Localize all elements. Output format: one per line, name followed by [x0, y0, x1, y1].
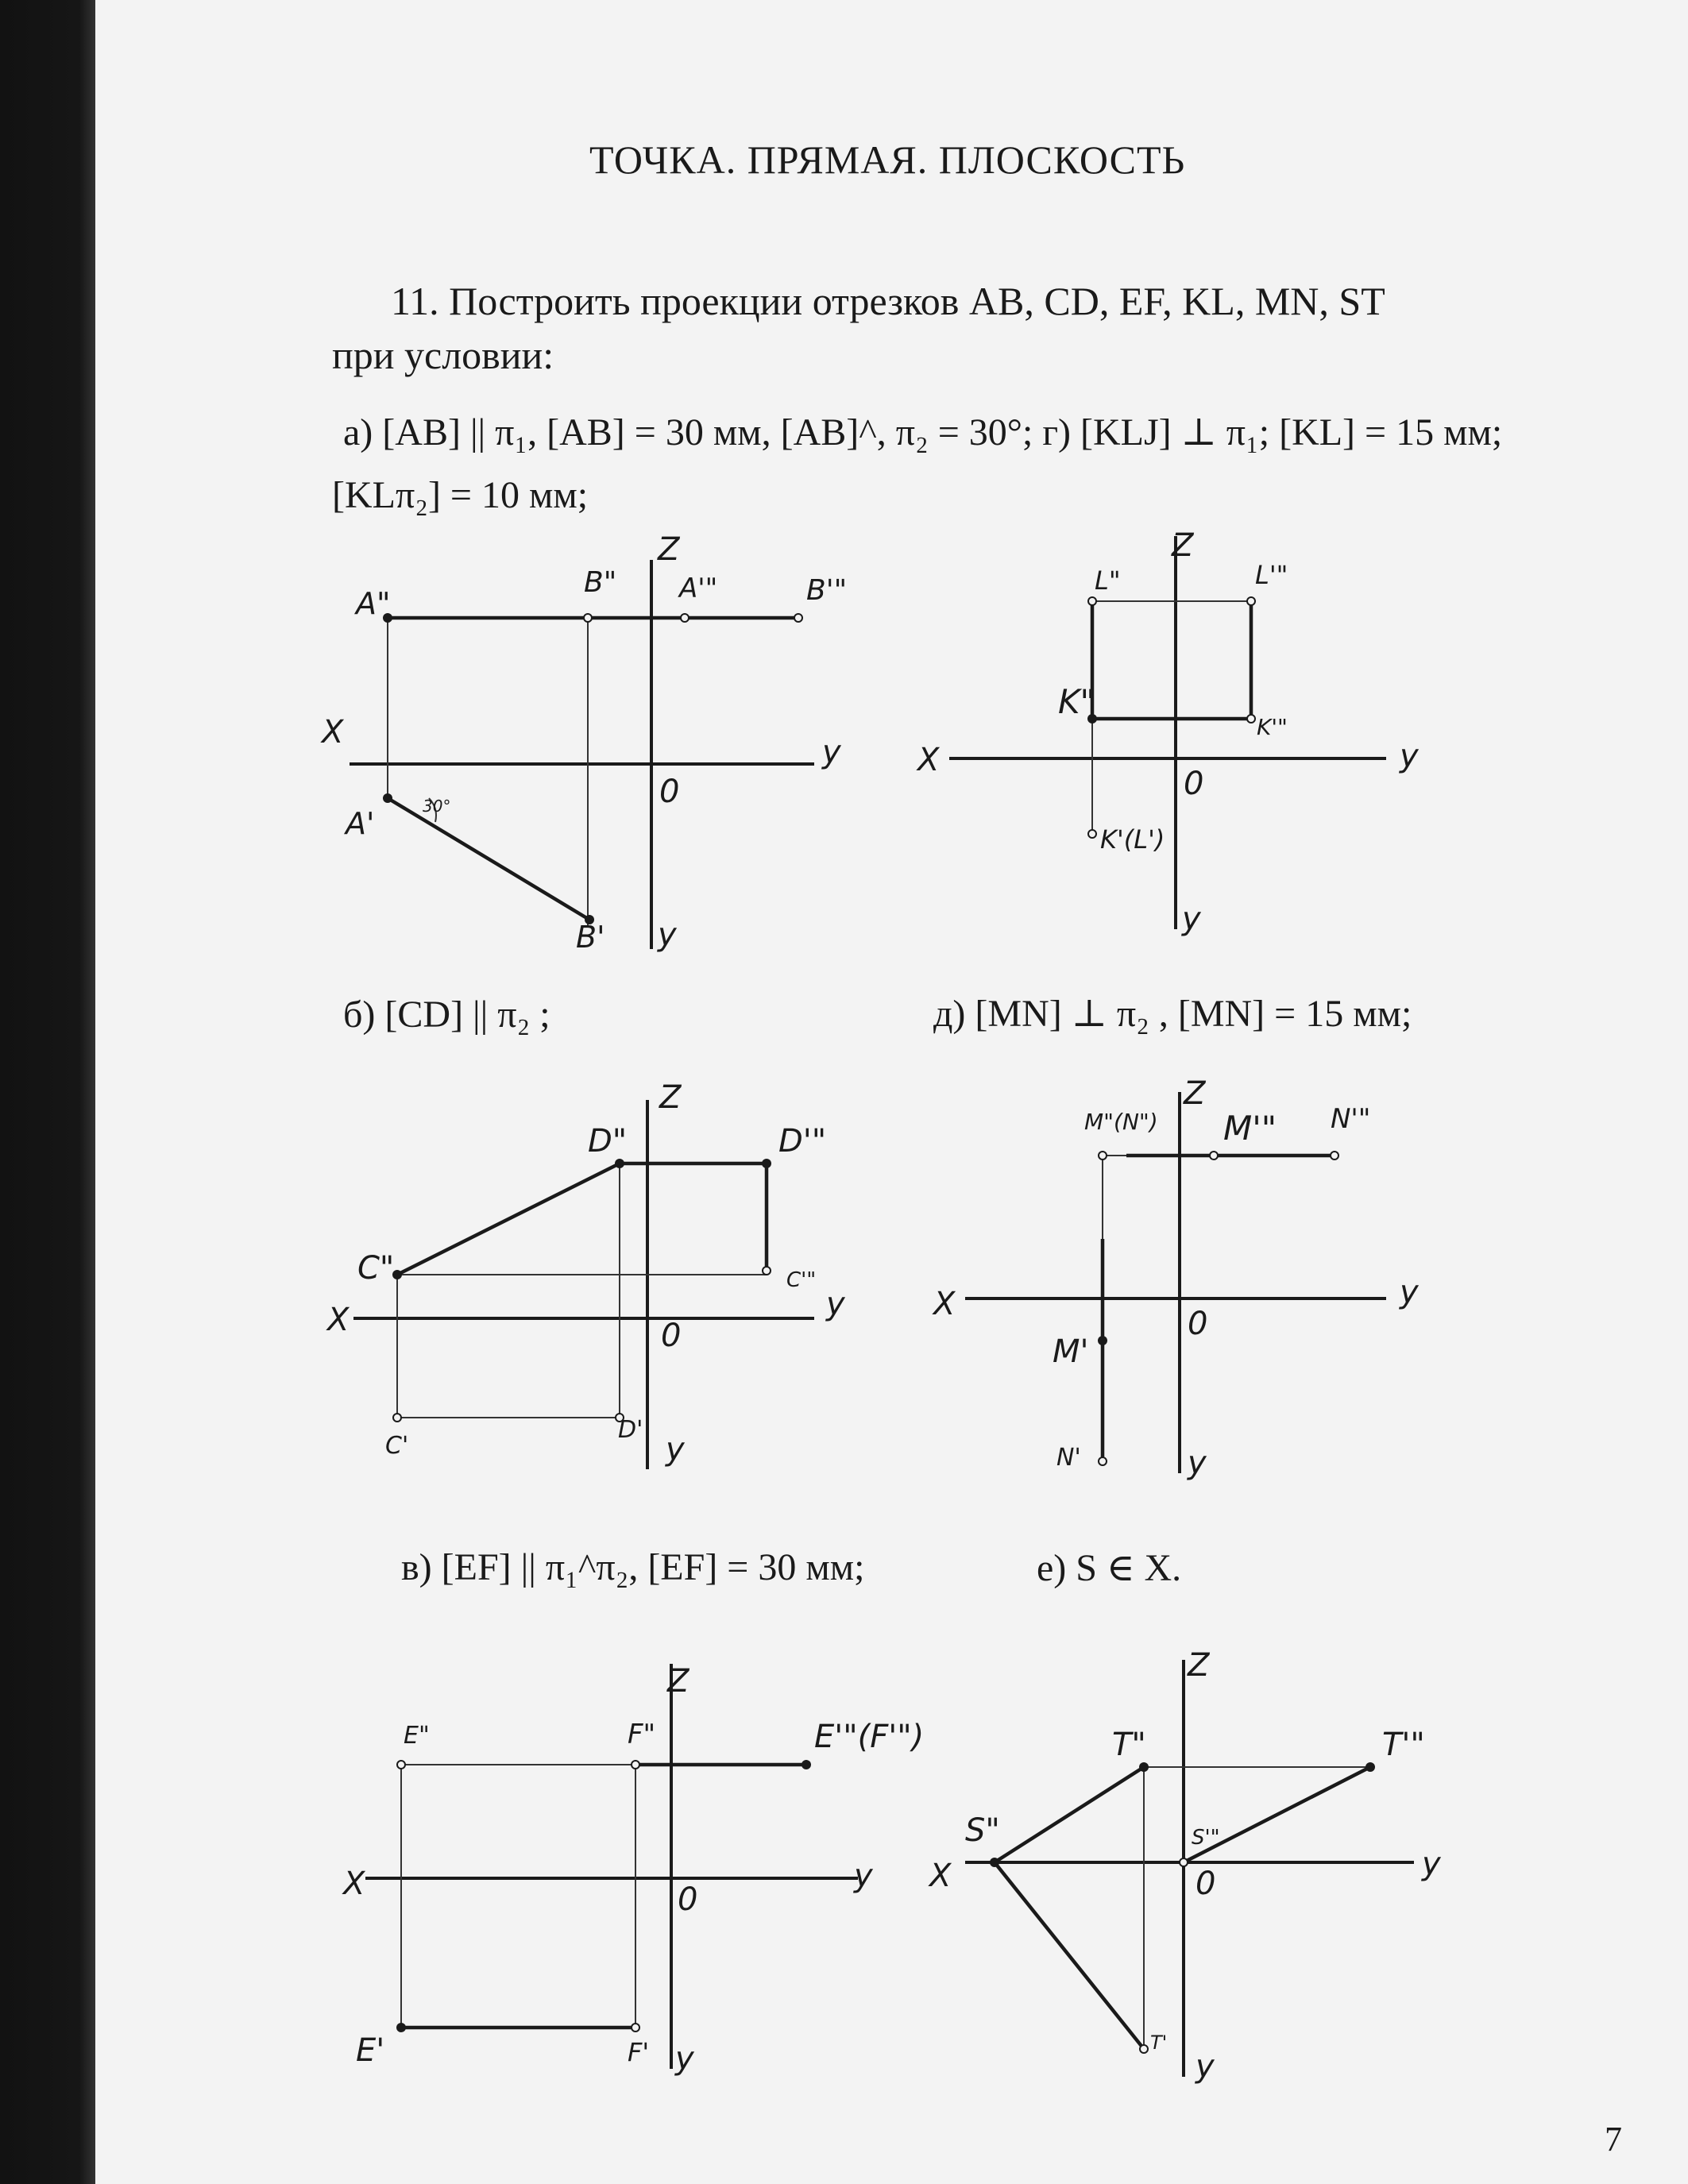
point-f1: [632, 2024, 639, 2032]
z-label: Z: [658, 531, 680, 568]
origin-label: 0: [1188, 1306, 1208, 1342]
point-k3: [1247, 715, 1255, 723]
y-down-label: y: [675, 2040, 694, 2077]
y-down-label: y: [1188, 1445, 1207, 1481]
origin-label: 0: [661, 1318, 682, 1354]
label-l2: L": [1095, 565, 1121, 596]
label-d3: D'": [778, 1123, 827, 1160]
label-t3: T'": [1382, 1727, 1425, 1763]
figure-g: [916, 527, 1420, 937]
figure-d: [932, 1075, 1420, 1481]
point-t3: [1365, 1762, 1375, 1772]
origin-label: 0: [659, 774, 680, 810]
label-kl1: K'(L'): [1100, 824, 1165, 855]
page-title: ТОЧКА. ПРЯМАЯ. ПЛОСКОСТЬ: [589, 137, 1186, 182]
point-s2: [990, 1858, 999, 1867]
label-c2: C": [357, 1250, 395, 1287]
condition-v: в) [EF] || π₁^π₂, [EF] = 30 мм;: [401, 1546, 865, 1588]
label-e1: E': [356, 2032, 385, 2069]
label-a3: A'": [679, 573, 718, 604]
figure-v: [342, 1663, 924, 2077]
condition-b: б) [CD] || π₂ ;: [343, 994, 550, 1036]
point-a3: [681, 614, 689, 622]
y-label: y: [1400, 1274, 1419, 1310]
condition-d: д) [MN] ⊥ π₂ , [MN] = 15 мм;: [933, 993, 1412, 1035]
label-e2: E": [404, 1722, 430, 1750]
segment-s2t2: [995, 1767, 1144, 1862]
segment-s1t1: [995, 1862, 1144, 2049]
label-k3: K'": [1257, 714, 1288, 740]
segment-a1b1: [388, 798, 589, 920]
label-m3: M'": [1223, 1109, 1277, 1148]
y-down-label: y: [666, 1431, 685, 1468]
point-e2: [397, 1761, 405, 1769]
x-label: X: [929, 1858, 952, 1894]
label-m1: M': [1053, 1333, 1089, 1370]
angle-label: 30°: [423, 797, 451, 816]
label-d1: D': [618, 1416, 643, 1444]
y-label: y: [1422, 1846, 1441, 1882]
point-s3: [1180, 1858, 1188, 1866]
label-k2: K": [1058, 682, 1095, 721]
label-c3: C'": [786, 1268, 817, 1292]
point-t1: [1140, 2045, 1148, 2053]
y-label: y: [1400, 738, 1419, 774]
label-b1: B': [576, 920, 605, 955]
origin-label: 0: [1196, 1866, 1216, 1902]
label-f2: F": [628, 1719, 656, 1750]
point-c1: [393, 1414, 401, 1422]
point-b3: [794, 614, 802, 622]
figure-a: [320, 531, 847, 955]
point-n1: [1099, 1457, 1107, 1465]
z-label: Z: [659, 1079, 682, 1116]
point-b2: [584, 614, 592, 622]
point-kl1: [1088, 830, 1096, 838]
label-n1: N': [1056, 1444, 1081, 1472]
label-s3: S'": [1192, 1826, 1220, 1850]
condition-e: е) S ∈ X.: [1037, 1547, 1182, 1589]
x-label: X: [343, 1866, 365, 1902]
point-l2: [1088, 597, 1096, 605]
label-n3: N'": [1331, 1103, 1371, 1135]
z-label: Z: [1188, 1647, 1210, 1684]
point-a1: [383, 793, 392, 803]
origin-label: 0: [678, 1881, 698, 1918]
z-label: Z: [667, 1663, 689, 1700]
y-label: y: [826, 1286, 845, 1322]
figure-e: [928, 1647, 1442, 2085]
page-number: 7: [1605, 2120, 1622, 2159]
figure-b: [326, 1079, 846, 1469]
label-c1: C': [385, 1432, 409, 1460]
label-s2: S": [965, 1812, 1000, 1849]
x-label: X: [322, 714, 344, 751]
label-b2: B": [584, 566, 617, 599]
label-t2: T": [1112, 1727, 1146, 1763]
y-down-label: y: [658, 916, 677, 953]
point-d3: [762, 1159, 771, 1168]
label-f1: F': [628, 2037, 650, 2067]
task-statement: 11. Построить проекции отрезков AB, CD, EF, KL, MN, ST: [391, 279, 1385, 323]
point-t2: [1139, 1762, 1149, 1772]
point-d2: [615, 1159, 624, 1168]
label-mn2: M"(N"): [1084, 1109, 1158, 1135]
point-c3: [763, 1267, 771, 1275]
y-down-label: y: [1182, 901, 1201, 937]
x-label: X: [933, 1286, 956, 1322]
point-ef3: [802, 1760, 811, 1769]
point-n3: [1331, 1152, 1338, 1160]
label-a2: A": [356, 586, 391, 621]
x-label: X: [917, 742, 940, 778]
label-a1: A': [346, 806, 375, 841]
label-l3: L'": [1255, 560, 1288, 590]
condition-g-cont: [KLπ₂] = 10 мм;: [332, 474, 589, 516]
point-mn2: [1099, 1152, 1107, 1160]
point-l3: [1247, 597, 1255, 605]
condition-a-g: а) [AB] || π₁, [AB] = 30 мм, [AB]^, π₂ = 30°; г) [KLJ] ⊥ π₁; [KL] = 15 мм;: [343, 411, 1503, 453]
y-down-label: y: [1196, 2048, 1215, 2085]
segment-c2d2: [397, 1163, 620, 1275]
x-label: X: [327, 1302, 350, 1338]
label-b3: B'": [806, 574, 848, 607]
y-label: y: [822, 734, 841, 770]
point-e1: [396, 2023, 406, 2032]
task-statement-cont: при условии:: [332, 333, 554, 377]
label-d2: D": [588, 1123, 628, 1160]
z-label: Z: [1184, 1075, 1206, 1112]
label-t1: T': [1150, 2032, 1168, 2054]
point-m1: [1098, 1336, 1107, 1345]
label-ef3: E'"(F'"): [814, 1719, 925, 1755]
point-f2: [632, 1761, 639, 1769]
z-label: Z: [1172, 527, 1194, 564]
y-label: y: [854, 1858, 873, 1894]
point-m3: [1210, 1152, 1218, 1160]
origin-label: 0: [1184, 766, 1204, 802]
